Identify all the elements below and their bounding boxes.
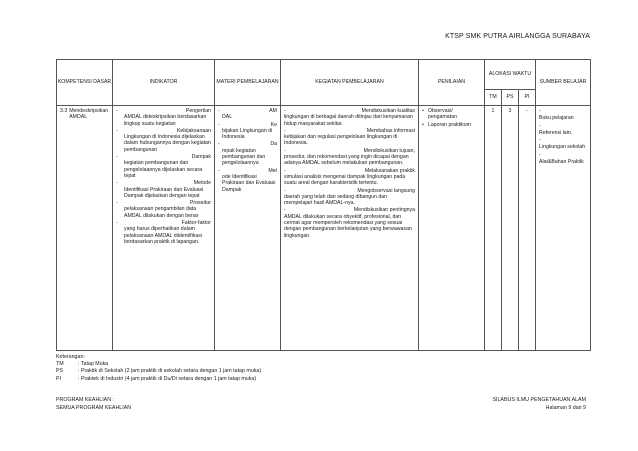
- footer-program-label: PROGRAM KEAHLIAN :: [56, 397, 114, 403]
- indikator-item: - Prosedur pelaksanaan pengambilan data AMDAL dilakukan dengan benar: [116, 200, 211, 219]
- cell-ps: 3: [502, 106, 519, 351]
- cell-sumber: [536, 106, 591, 351]
- kegiatan-item: - Mendiskusikan pentingnya AMDAL dilakukan secara obyektif, profesional, dan cermat agar memperoleh rekomendasi yang sesuai dengan pembangunan berkelanjutan yang berwawasan lingkungan.: [284, 207, 415, 239]
- sumber-item: Lingkungan sekolah: [539, 144, 586, 151]
- sumber-item: Referensi lain.: [539, 129, 573, 136]
- page-number: Halaman 9 dari 9: [545, 404, 586, 411]
- note-row: TM : Tatap Muka: [56, 361, 109, 368]
- header-ps: PS: [502, 90, 519, 106]
- materi-item: - Met ode Identifikasi Prakiraan dan Evaluasi Dampak: [218, 167, 277, 193]
- indikator-item: - Pengertian AMDAL dideskripsikan berdasarkan lingkup suatu kegiatan: [116, 108, 211, 127]
- kegiatan-item: - Mendiskusikan tujuan, prosedur, dan rekomendasi yang ingin dicapai dengan adanya AMDAL sebelum melakukan pembangunan.: [284, 147, 415, 167]
- materi-item: - Da mpak kegiatan pembangunan dan pengelolaannya: [218, 141, 277, 167]
- footer-program-value: SEMUA PROGRAM KEAHLIAN: [56, 404, 132, 411]
- footer-silabus: [492, 397, 586, 412]
- cell-kegiatan: [281, 106, 419, 351]
- header-sumber: SUMBER BELAJAR: [536, 60, 591, 106]
- header-penilaian: PENILAIAN: [419, 60, 485, 106]
- header-materi: MATERI PEMBELAJARAN: [215, 60, 281, 106]
- header-indikator: INDIKATOR: [113, 60, 215, 106]
- cell-materi: [215, 106, 281, 351]
- indikator-item: - Metode Identifikasi Prakiraan dan Evaluasi Dampak dijelaskan dengan tepat: [116, 180, 211, 199]
- cell-indikator: [113, 106, 215, 351]
- indikator-item: - Faktor-faktor yang harus diperhatikan dalam pelaksanaan AMDAL diidentifikasi berdasarkan praktik di lapangan.: [116, 220, 211, 245]
- note-row: PI : Praktek di Industri (4 jam praktik di Du/Di setara dengan 1 jam tatap muka): [56, 375, 257, 382]
- note-row: PS : Praktik di Sekolah (2 jam praktik di sekolah setara dengan 1 jam tatap muka): [56, 368, 262, 375]
- indikator-item: - Dampak kegiatan pembangunan dan pengelolaannya dijelaskan secara tepat: [116, 154, 211, 179]
- kegiatan-item: - Mengobservasi langsung daerah yang telah dan sedang dibangun dan mempelajari hasil AMDAL-nya.: [284, 187, 415, 207]
- materi-item: - Ke bijakan Lingkungan di Indonesia: [218, 121, 277, 141]
- cell-pi: -: [519, 106, 536, 351]
- notes-title: Keterangan:: [56, 354, 85, 360]
- kegiatan-item: - Mendiskusikan kualitas lingkungan di berbagai daerah ditinjau dari kenyamanan hidup masyarakat sekitar.: [284, 108, 415, 127]
- sumber-dash: -: [539, 151, 541, 158]
- notes-section: [56, 354, 261, 383]
- penilaian-item: • Observasi/ pengamatan: [422, 108, 457, 121]
- sumber-dash: -: [539, 122, 541, 129]
- table-row: [57, 106, 591, 351]
- penilaian-item: • Laporan praktikum: [422, 121, 471, 128]
- sumber-item: Alat&Bahan Praktik: [539, 159, 584, 166]
- kegiatan-item: - Membahas informasi kebijakan dan regulasi pengelolaan lingkungan di Indonesia.: [284, 127, 415, 147]
- cell-tm: 1: [485, 106, 502, 351]
- sumber-item: Buku pelajaran: [539, 115, 574, 122]
- kegiatan-item: - Melaksanakan praktik simulasi analisis mengenai dampak lingkungan pada suatu areal dengan karakteristik tertentu.: [284, 167, 415, 187]
- cell-kompetensi: [57, 106, 113, 351]
- kompetensi-number: 3.3: [60, 108, 68, 114]
- document-header: KTSP SMK PUTRA AIRLANGGA SURABAYA: [445, 33, 590, 40]
- cell-penilaian: [419, 106, 485, 351]
- header-kompetensi: KOMPETENSI DASAR: [57, 60, 113, 106]
- indikator-item: - Kebijaksanaan Lingkungan di Indonesia dijelaskan dalam hubungannya dengan kegiatan pembangunan: [116, 127, 211, 153]
- footer-silabus-title: SILABUS ILMU PENGETAHUAN ALAM: [492, 397, 586, 403]
- sumber-dash: -: [539, 137, 541, 144]
- kompetensi-text: Mendeskripsikan AMDAL: [69, 108, 109, 121]
- header-kegiatan: KEGIATAN PEMBELAJARAN: [281, 60, 419, 106]
- sumber-dash: -: [539, 108, 541, 114]
- materi-item: - AM DAL: [218, 108, 277, 121]
- syllabus-table: [56, 59, 591, 351]
- header-alokasi: ALOKASI WAKTU: [485, 60, 536, 90]
- footer-program: [56, 397, 131, 412]
- header-tm: TM: [485, 90, 502, 106]
- header-pi: PI: [519, 90, 536, 106]
